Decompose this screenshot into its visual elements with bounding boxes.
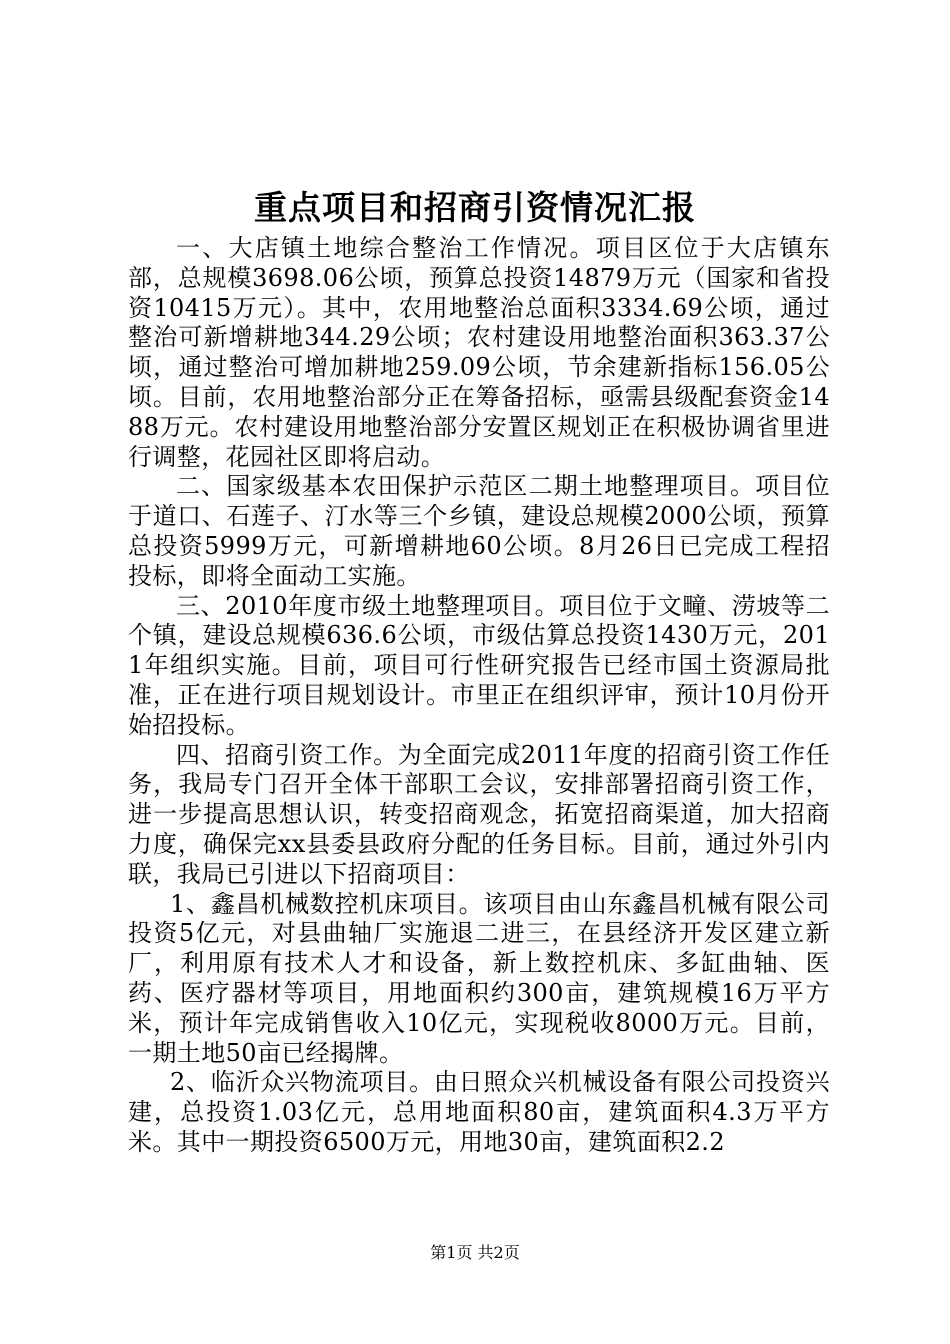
paragraph-2010-city-land-project: 三、2010年度市级土地整理项目。项目位于文疃、涝坡等二个镇，建设总规模636.6公顷，市级估算总投资1430万元，2011年组织实施。目前，项目可行性研究报告已经市国土资源局批准，正在进行项目规划设计。市里正在组织评审，预计10月份开始招投标。 bbox=[128, 591, 830, 739]
paragraph-national-farmland-project: 二、国家级基本农田保护示范区二期土地整理项目。项目位于道口、石莲子、汀水等三个乡镇，建设总规模2000公顷，预算总投资5999万元，可新增耕地60公顷。8月26日已完成工程招投标，即将全面动工实施。 bbox=[128, 472, 830, 590]
paragraph-zhongxing-logistics-project: 2、临沂众兴物流项目。由日照众兴机械设备有限公司投资兴建，总投资1.03亿元，总用地面积80亩，建筑面积4.3万平方米。其中一期投资6500万元，用地30亩，建筑面积2.2 bbox=[128, 1068, 830, 1156]
page-number-footer: 第1页 共2页 bbox=[430, 1243, 520, 1262]
paragraph-xinchang-cnc-project: 1、鑫昌机械数控机床项目。该项目由山东鑫昌机械有限公司投资5亿元，对县曲轴厂实施退二进三，在县经济开发区建立新厂，利用原有技术人才和设备，新上数控机床、多缸曲轴、医药、医疗器材等项目，用地面积约300亩，建筑规模16万平方米，预计年完成销售收入10亿元，实现税收8000万元。目前，一期土地50亩已经揭牌。 bbox=[128, 889, 830, 1067]
paragraph-investment-attraction: 四、招商引资工作。为全面完成2011年度的招商引资工作任务，我局专门召开全体干部职工会议，安排部署招商引资工作，进一步提高思想认识，转变招商观念，拓宽招商渠道，加大招商力度，确保完xx县委县政府分配的任务目标。目前，通过外引内联，我局已引进以下招商项目： bbox=[128, 740, 830, 888]
paragraph-dadian-land-consolidation: 一、大店镇土地综合整治工作情况。项目区位于大店镇东部，总规模3698.06公顷，预算总投资14879万元（国家和省投资10415万元）。其中，农用地整治总面积3334.69公顷，通过整治可新增耕地344.29公顷；农村建设用地整治面积363.37公顷，通过整治可增加耕地259.09公顷，节余建新指标156.05公顷。目前，农用地整治部分正在筹备招标，亟需县级配套资金1488万元。农村建设用地整治部分安置区规划正在积极协调省里进行调整，花园社区即将启动。 bbox=[128, 234, 830, 471]
document-body bbox=[128, 234, 830, 1158]
document-title: 重点项目和招商引资情况汇报 bbox=[254, 188, 696, 227]
